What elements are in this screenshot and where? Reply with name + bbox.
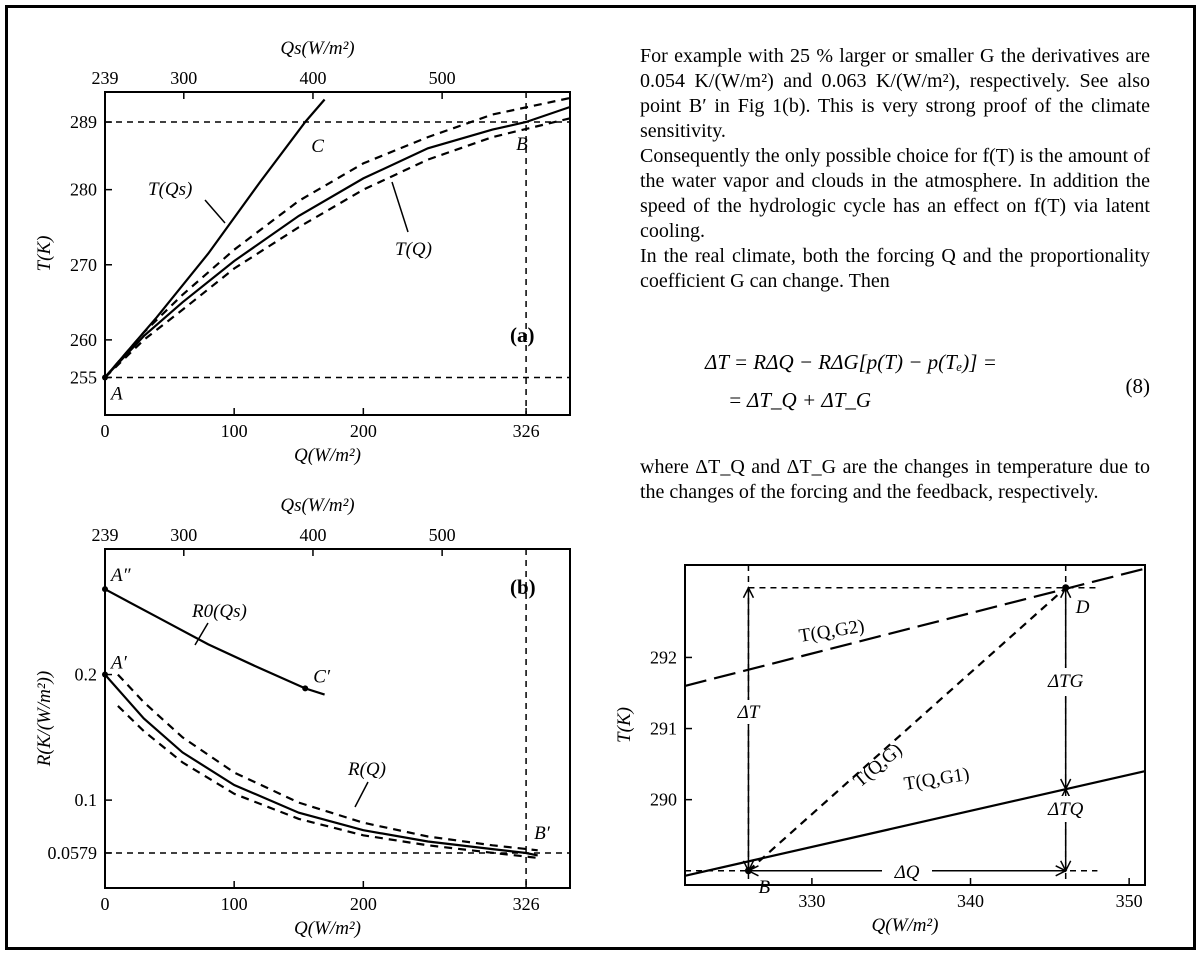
top-axis-label-a: Qs(W/m²)	[280, 38, 355, 59]
annotation-T-Q: T(Q)	[395, 239, 432, 260]
point-label-A: A	[111, 383, 123, 405]
y-tick-label-b-1: 0.1	[74, 790, 97, 811]
y-tick-label-c-2: 292	[650, 647, 677, 668]
y-tick-label-b-0: 0.0579	[47, 842, 97, 863]
body-text-top	[640, 44, 1150, 294]
point-label-C: C	[311, 136, 324, 158]
paragraph-1: For example with 25 % larger or smaller G the derivatives are 0.054 K/(W/m²) and 0.063 K/(W/m²), respectively. See also point B′ in Fig 1(b). This is very strong proof of the climate sensitivity.	[640, 45, 1150, 142]
paragraph-4: where ΔT_Q and ΔT_G are the changes in temperature due to the changes of the forcing and the feedback, respectively.	[640, 456, 1150, 503]
annotation-delta-Q: ΔQ	[894, 861, 920, 883]
annotation-delta-TG: ΔTG	[1047, 671, 1084, 692]
point-label-B: B	[516, 134, 528, 156]
x-tick-label-a-1: 100	[220, 421, 248, 441]
point-label-B: B	[758, 876, 771, 898]
y-tick-label-a-0: 255	[70, 367, 97, 388]
series-line-a-2	[105, 98, 570, 377]
y-tick-label-a-4: 289	[70, 112, 97, 133]
paragraph-3: In the real climate, both the forcing Q and the proportionality coefficient G can change. Then	[640, 245, 1150, 292]
x-tick-label-c-2: 350	[1115, 891, 1143, 911]
point-label-A2: A″	[111, 565, 131, 587]
equation-line-1: ΔT = RΔQ − RΔG[p(T) − p(Tₑ)] =	[705, 350, 997, 374]
x-tick-label-c-0: 330	[798, 891, 826, 911]
panel-label-a: (a)	[510, 323, 535, 347]
chart-b	[20, 485, 600, 945]
annotation-T-Q-G: T(Q,G)	[849, 739, 907, 792]
annotation-R-Q: R(Q)	[348, 759, 386, 780]
point-label-B1: B′	[534, 822, 550, 844]
panel-label-b: (b)	[510, 575, 536, 599]
x-tick-label-a-2: 200	[349, 421, 377, 441]
series-line-b-3	[118, 706, 538, 858]
y-tick-label-b-2: 0.2	[74, 664, 97, 685]
plot-frame-b	[105, 549, 570, 888]
x-tick-label-a-0: 0	[100, 421, 110, 441]
series-line-a-0	[105, 100, 325, 378]
top-tick-label-a-0: 239	[91, 68, 119, 88]
x-tick-label-a-3: 326	[512, 421, 540, 441]
annotation-T-Q-G2: T(Q,G2)	[797, 615, 866, 647]
x-tick-label-b-1: 100	[220, 894, 248, 914]
top-tick-label-a-2: 400	[299, 68, 327, 88]
annotation-arrow-R-Q	[355, 782, 368, 807]
point-label-D: D	[1075, 596, 1090, 618]
y-tick-label-a-3: 280	[70, 179, 97, 200]
annotation-delta-T: ΔT	[737, 702, 760, 723]
equation-8	[700, 350, 1150, 425]
annotation-arrow-T-Q	[392, 182, 408, 232]
y-axis-label-c: T(K)	[614, 707, 635, 743]
equation-number: (8)	[1125, 374, 1150, 398]
chart-a	[20, 20, 600, 480]
paragraph-2: Consequently the only possible choice for f(T) is the amount of the water vapor and clouds in the atmosphere. In addition the speed of the hydrologic cycle has an effect on f(T) via latent cooling.	[640, 145, 1150, 242]
y-tick-label-a-2: 270	[70, 254, 97, 275]
series-line-b-1	[105, 675, 538, 856]
top-tick-label-b-2: 400	[299, 525, 327, 545]
y-axis-label-b: R(K/(W/m²))	[34, 670, 55, 767]
x-tick-label-b-3: 326	[512, 894, 540, 914]
series-line-a-1	[105, 107, 570, 377]
body-text-bottom	[640, 455, 1150, 505]
top-tick-label-a-1: 300	[170, 68, 198, 88]
equation-line-2: = ΔT_Q + ΔT_G	[728, 388, 872, 412]
top-tick-label-b-0: 239	[91, 525, 119, 545]
annotation-R0-Qs: R0(Qs)	[192, 601, 247, 622]
point-label-A1: A′	[111, 652, 127, 674]
y-tick-label-c-0: 290	[650, 789, 677, 810]
top-tick-label-b-3: 500	[428, 525, 456, 545]
x-axis-label-c: Q(W/m²)	[871, 915, 939, 936]
annotation-arrow-T-Qs	[205, 200, 225, 223]
point-C1-marker	[302, 685, 308, 691]
x-axis-label-a: Q(W/m²)	[294, 445, 361, 466]
point-A-marker	[102, 374, 108, 380]
series-line-a-3	[105, 118, 570, 377]
annotation-T-Qs: T(Qs)	[148, 179, 193, 200]
point-label-C1: C′	[313, 666, 331, 688]
y-tick-label-a-1: 260	[70, 329, 97, 350]
annotation-delta-TQ: ΔTQ	[1047, 799, 1084, 820]
top-axis-label-b: Qs(W/m²)	[280, 495, 355, 516]
point-A2-marker	[102, 586, 108, 592]
point-A1-marker	[102, 672, 108, 678]
y-axis-label-a: T(K)	[34, 235, 55, 272]
plot-frame-a	[105, 92, 570, 415]
x-tick-label-c-1: 340	[957, 891, 985, 911]
y-tick-label-c-1: 291	[650, 718, 677, 739]
top-tick-label-a-3: 500	[428, 68, 456, 88]
x-tick-label-b-0: 0	[100, 894, 110, 914]
top-tick-label-b-1: 300	[170, 525, 198, 545]
x-axis-label-b: Q(W/m²)	[294, 918, 361, 939]
chart-c	[614, 550, 1180, 945]
annotation-T-Q-G1: T(Q,G1)	[902, 763, 971, 795]
x-tick-label-b-2: 200	[349, 894, 377, 914]
